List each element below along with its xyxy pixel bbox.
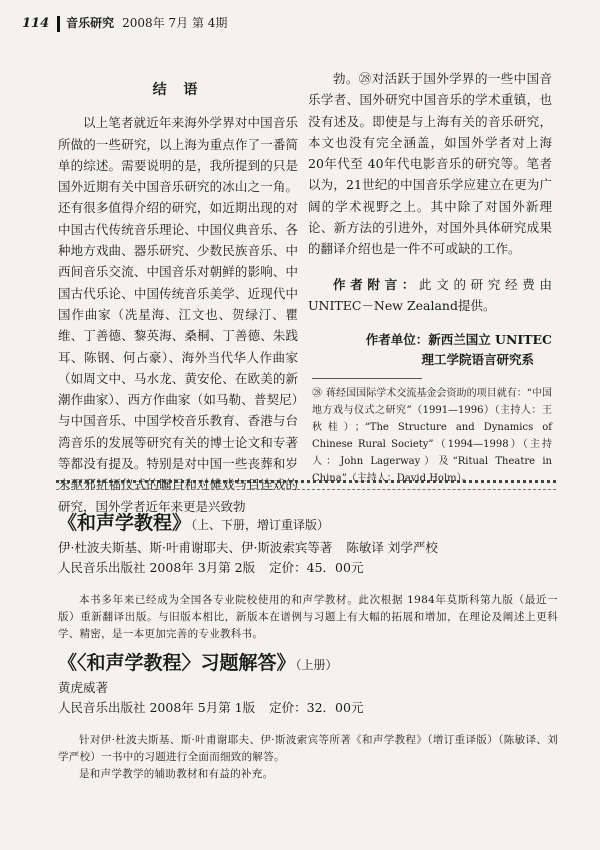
footnote [308, 385, 552, 487]
affiliation-line-2: 理工学院语言研究系 [421, 352, 534, 368]
footnote-marker: ㉘ [312, 388, 323, 400]
ack-text: 此文的研究经费由 UNITEC－New Zealand提供。 [308, 276, 552, 313]
section-title: 结 语 [152, 82, 204, 98]
book-description [58, 592, 558, 643]
book-credits [58, 538, 558, 558]
right-column [308, 68, 552, 487]
book-authors: 黄虎威著 [58, 680, 109, 695]
book-title-main: 《〈和声学教程〉习题解答》 [58, 652, 296, 674]
author-acknowledgement [308, 274, 552, 317]
book-translators: 陈敏译 刘学严校 [346, 540, 438, 555]
book-edition-note: （上册） [295, 658, 338, 672]
book-publication [58, 558, 558, 578]
footnote-text: 蒋经国国际学术交流基金会资助的项目就有：“中国地方戏与仪式之研究”（1991—1996）（主持人：王秋桂）；“The Structure and Dynamics of Chinese Rural Society”（1994—1998）（主持人：John Lagerway）及“Ritual Theatre in China”（主持人：David Holm）。 [312, 388, 552, 485]
book-title [58, 510, 558, 538]
left-column [58, 80, 298, 517]
book-price: 定价：32．00元 [269, 700, 364, 715]
book-description-p2: 是和声学教学的辅助教材和有益的补充。 [79, 768, 274, 780]
book-publication [58, 698, 558, 718]
body-paragraph: 以上笔者就近年来海外学界对中国音乐所做的一些研究，以上海为重点作了一番简单的综述。需要说明的是，我所提到的只是国外近期有关中国音乐研究的冰山之一角。还有很多值得介绍的研究，如近期出现的对中国古代传统音乐理论、中国仪典音乐、各种地方戏曲、器乐研究、少数民族音乐、中西间音乐交流、中国音乐对朝鲜的影响、中国古代乐论、中国传统音乐美学、近现代中国作曲家（冼星海、江文也、贺绿汀、瞿维、丁善德、黎英海、桑桐、丁善德、朱践耳、陈钢、何占豪）、海外当代华人作曲家（如周文中、马水龙、黄安伦、在欧美的新潮作曲家）、西方作曲家（如马勒、普契尼）与中国音乐、中国学校音乐教育、香港与台湾音乐的发展等研究有关的博士论文和专著等都没有提及。特别是对中国一些丧葬和岁末驱邪祈福仪式的瞩目和对傩戏与目连戏的研究，国外学者近年来更是兴致勃 [58, 115, 298, 514]
ornamental-divider [56, 480, 556, 490]
book-price: 定价：45．00元 [269, 560, 364, 575]
book-authors: 伊·杜波夫斯基、斯·叶甫谢耶夫、伊·斯波索宾等著 [58, 540, 333, 555]
issue-info: 2008年 7月 第 4期 [122, 16, 228, 30]
book-publisher: 人民音乐出版社 2008年 3月第 2版 [58, 560, 256, 575]
ack-label: 作者附言： [333, 276, 420, 292]
journal-name: 音乐研究 [66, 16, 115, 30]
book-description-p1: 本书多年来已经成为全国各专业院校使用的和声学教材。此次根据 1984年莫斯科第九版（最近一版）重新翻译出版。与旧版本相比，新版本在谱例与习题上有大幅的拓展和增加，在理论及阐述上更科学、精密，是一本更加完善的专业教科书。 [58, 594, 558, 640]
book-ad-2 [58, 650, 558, 783]
affiliation-line-1: 作者单位：新西兰国立 UNITEC [365, 332, 552, 348]
book-title-main: 《和声学教程》 [58, 512, 192, 534]
page-number: 114 [22, 16, 50, 31]
book-description-p1: 针对伊·杜波夫斯基、斯·叶甫谢耶夫、伊·斯波索宾等所著《和声学教程》（增订重译版）（陈敏译、刘学严校）一书中的习题进行全面而细致的解答。 [58, 734, 558, 763]
book-ad-1 [58, 510, 558, 643]
running-header [22, 10, 578, 36]
book-edition-note: （上、下册，增订重译版） [191, 518, 330, 532]
book-publisher: 人民音乐出版社 2008年 5月第 1版 [58, 700, 256, 715]
header-divider [57, 16, 60, 32]
author-affiliation [308, 330, 552, 370]
footnote-rule [312, 378, 422, 379]
book-title [58, 650, 558, 678]
book-description [58, 732, 558, 783]
body-paragraph-continued: 勃。㉘对活跃于国外学界的一些中国音乐学者、国外研究中国音乐的学术重镇，也没有述及。即使是与上海有关的音乐研究，本文也没有完全涵盖，如国外学者对上海 20年代至 40年代电影音乐的研究等。笔者以为，21世纪的中国音乐学应建立在更为广阔的学术视野之上。其中除了对国外新理论、新方法的引进外，对国外具体研究成果的翻译介绍也是一件不可或缺的工作。 [308, 71, 552, 257]
